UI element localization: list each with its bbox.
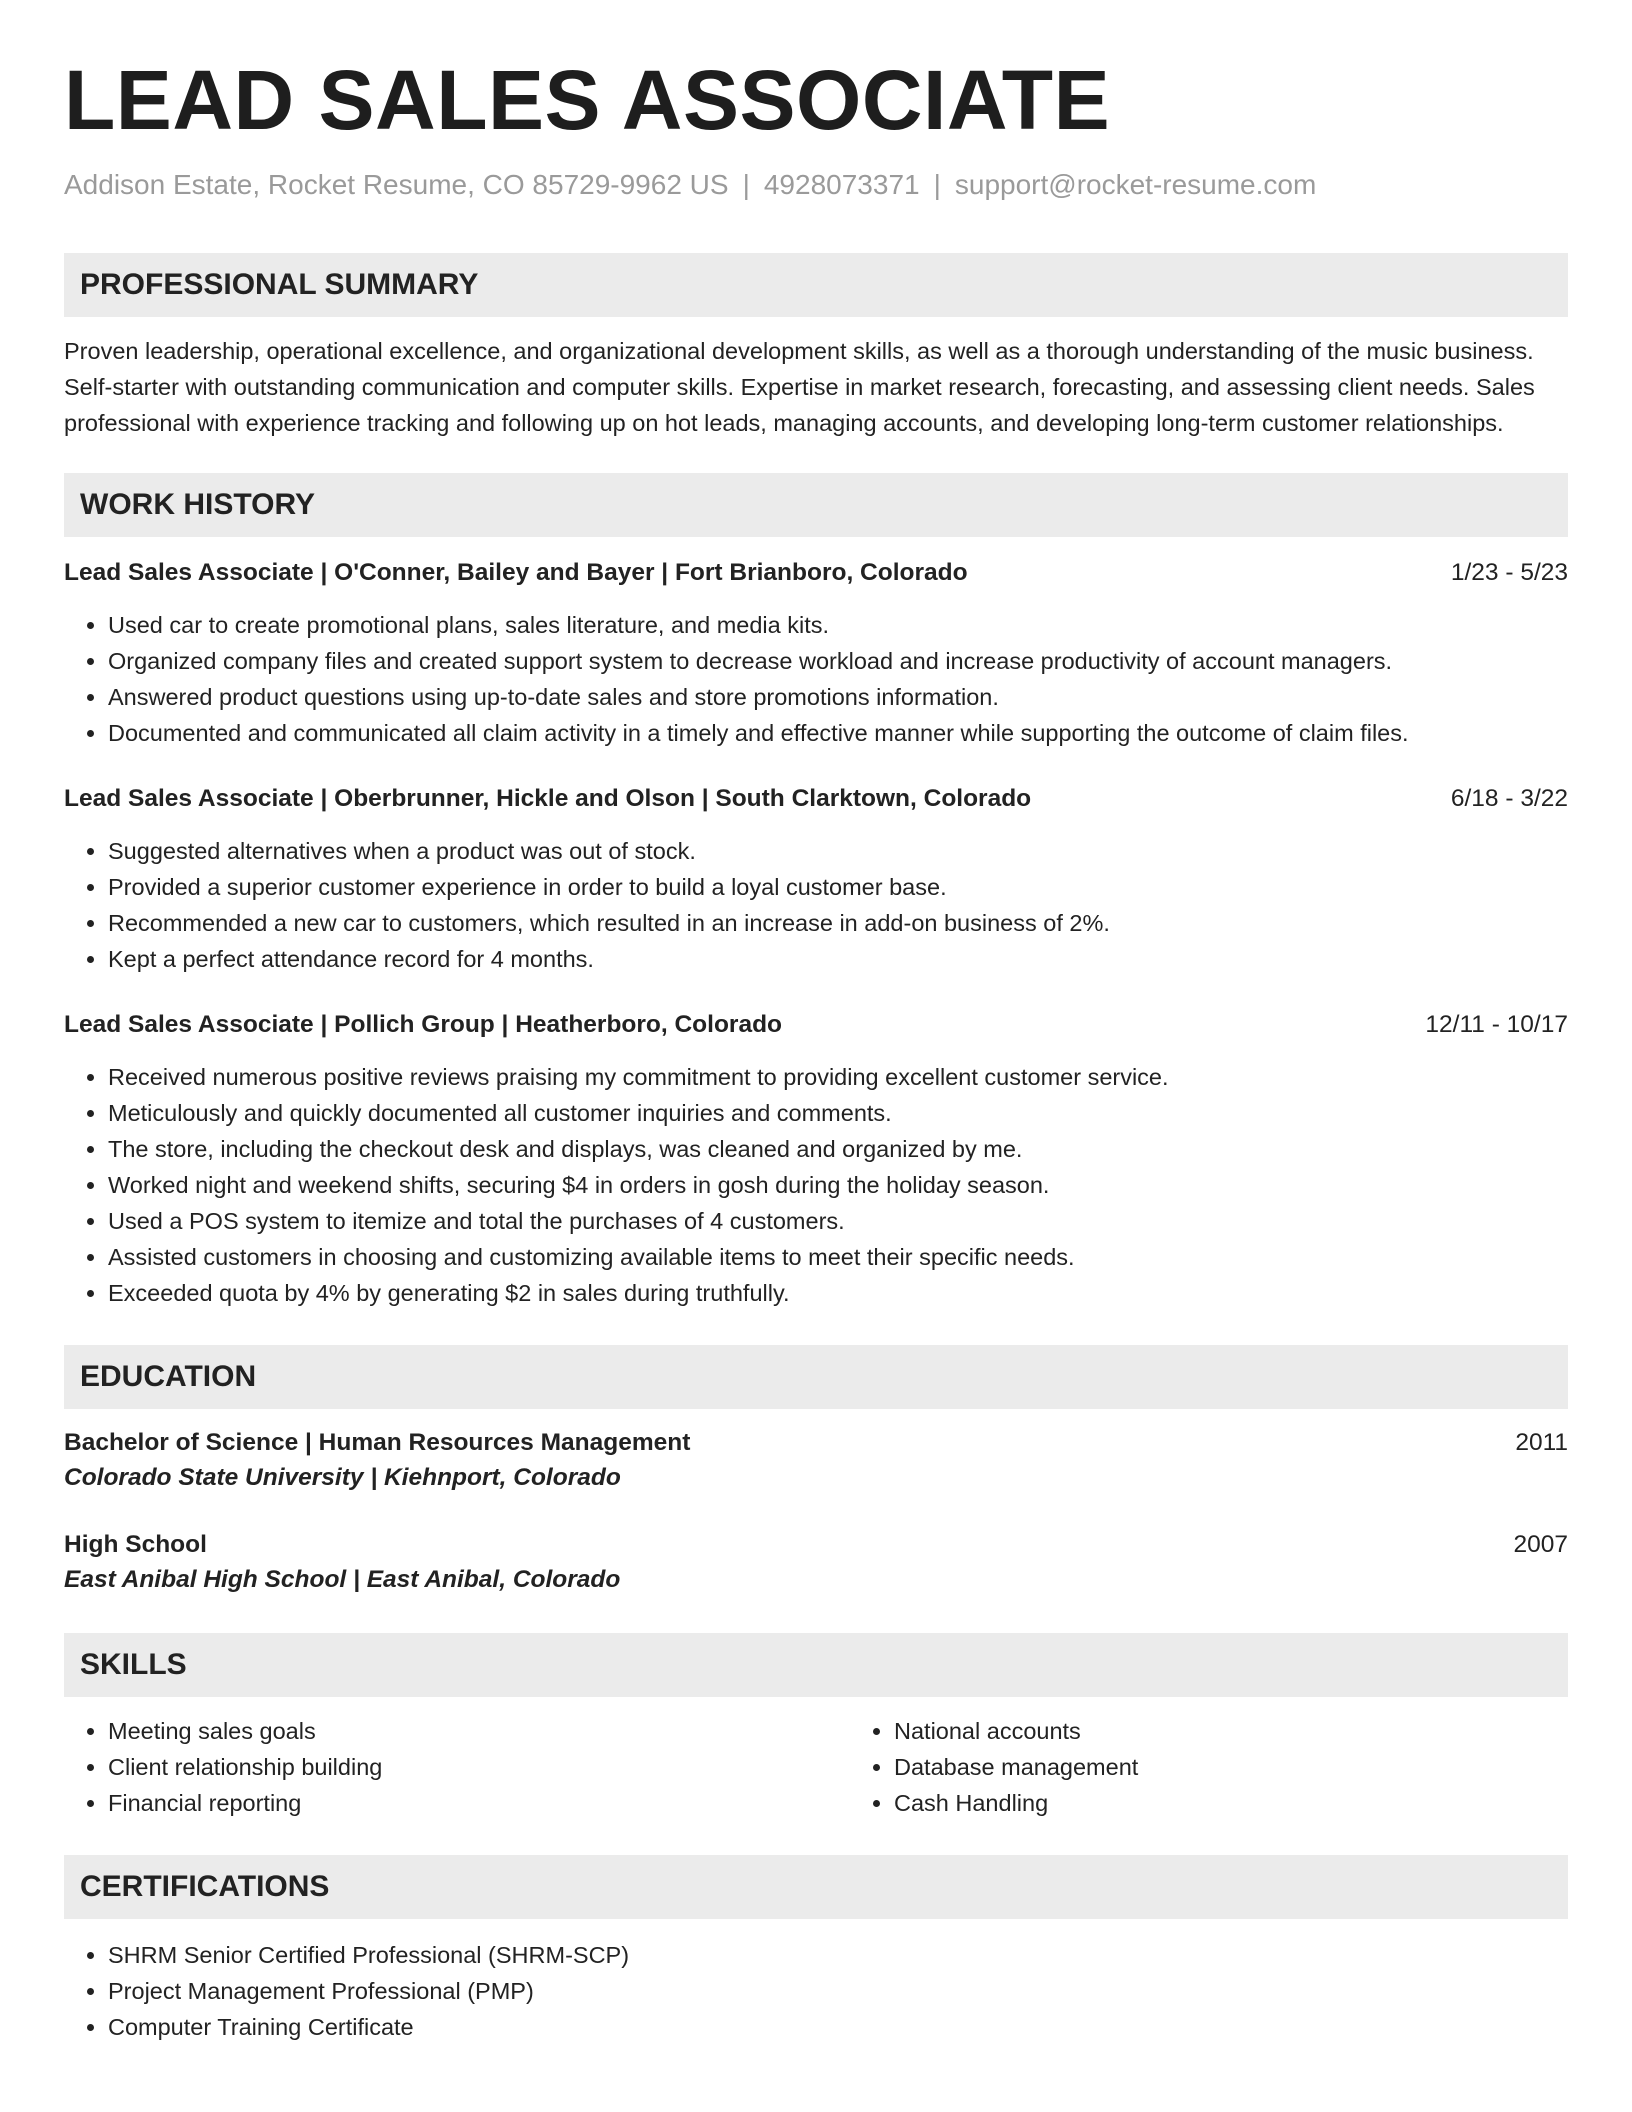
education-school: Colorado State University | Kiehnport, Colorado <box>64 1463 621 1491</box>
contact-address: Addison Estate, Rocket Resume, CO 85729-9962 US <box>64 169 729 200</box>
section-header-summary: PROFESSIONAL SUMMARY <box>64 253 1568 317</box>
skill-item: • Database management <box>894 1749 1632 1785</box>
job-bullet: • Meticulously and quickly documented all customer inquiries and comments. <box>108 1095 1568 1131</box>
certification-item: • Computer Training Certificate <box>108 2009 1568 2045</box>
job-bullet: • Used a POS system to itemize and total the purchases of 4 customers. <box>108 1203 1568 1239</box>
job-bullet: • Assisted customers in choosing and customizing available items to meet their specific needs. <box>108 1239 1568 1275</box>
job-bullets <box>64 607 1568 751</box>
contact-email: support@rocket-resume.com <box>954 169 1317 200</box>
certification-item: • Project Management Professional (PMP) <box>108 1973 1568 2009</box>
certifications-list <box>64 1937 1568 2045</box>
education-header <box>64 1529 1568 1561</box>
education-degree: Bachelor of Science | Human Resources Management <box>64 1428 691 1456</box>
skills-column-right <box>850 1713 1632 1821</box>
job-title: Lead Sales Associate | Pollich Group | Heatherboro, Colorado <box>64 1010 783 1038</box>
skill-item: • National accounts <box>894 1713 1632 1749</box>
job-header <box>64 783 1568 815</box>
skills-column-left <box>64 1713 850 1821</box>
job-entry <box>64 783 1568 977</box>
job-title: Lead Sales Associate | O'Conner, Bailey and Bayer | Fort Brianboro, Colorado <box>64 558 968 586</box>
job-entry <box>64 1009 1568 1311</box>
education-entry <box>64 1427 1568 1497</box>
skills-grid <box>64 1713 1568 1821</box>
job-bullet: • Used car to create promotional plans, sales literature, and media kits. <box>108 607 1568 643</box>
job-bullet: • Received numerous positive reviews praising my commitment to providing excellent customer service. <box>108 1059 1568 1095</box>
contact-phone: 4928073371 <box>763 169 920 200</box>
job-header <box>64 557 1568 589</box>
job-dates: 1/23 - 5/23 <box>1450 558 1568 586</box>
job-bullet: • Exceeded quota by 4% by generating $2 in sales during truthfully. <box>108 1275 1568 1311</box>
section-header-education: EDUCATION <box>64 1345 1568 1409</box>
education-year: 2011 <box>1515 1428 1568 1456</box>
job-entry <box>64 557 1568 751</box>
education-entry <box>64 1529 1568 1599</box>
contact-separator: | <box>742 169 750 200</box>
contact-separator: | <box>933 169 941 200</box>
job-bullets <box>64 833 1568 977</box>
section-header-work-history: WORK HISTORY <box>64 473 1568 537</box>
job-bullet: • Worked night and weekend shifts, securing $4 in orders in gosh during the holiday season. <box>108 1167 1568 1203</box>
skill-item: • Financial reporting <box>108 1785 850 1821</box>
skill-item: • Cash Handling <box>894 1785 1632 1821</box>
job-header <box>64 1009 1568 1041</box>
job-title: Lead Sales Associate | Oberbrunner, Hickle and Olson | South Clarktown, Colorado <box>64 784 1032 812</box>
job-bullet: • Organized company files and created support system to decrease workload and increase productivity of account managers. <box>108 643 1568 679</box>
job-bullet: • Suggested alternatives when a product was out of stock. <box>108 833 1568 869</box>
job-bullet: • Documented and communicated all claim activity in a timely and effective manner while supporting the outcome of claim files. <box>108 715 1568 751</box>
job-bullets <box>64 1059 1568 1311</box>
education-year: 2007 <box>1513 1530 1568 1558</box>
section-header-certifications: CERTIFICATIONS <box>64 1855 1568 1919</box>
job-dates: 12/11 - 10/17 <box>1425 1010 1568 1038</box>
skill-item: • Client relationship building <box>108 1749 850 1785</box>
job-bullet: • Kept a perfect attendance record for 4 months. <box>108 941 1568 977</box>
resume-title: LEAD SALES ASSOCIATE <box>64 53 1111 147</box>
section-header-skills: SKILLS <box>64 1633 1568 1697</box>
job-bullet: • The store, including the checkout desk and displays, was cleaned and organized by me. <box>108 1131 1568 1167</box>
contact-line <box>64 168 1568 202</box>
skill-item: • Meeting sales goals <box>108 1713 850 1749</box>
job-bullet: • Answered product questions using up-to-date sales and store promotions information. <box>108 679 1568 715</box>
job-bullet: • Provided a superior customer experience in order to build a loyal customer base. <box>108 869 1568 905</box>
job-bullet: • Recommended a new car to customers, which resulted in an increase in add-on business of 2%. <box>108 905 1568 941</box>
education-school: East Anibal High School | East Anibal, Colorado <box>64 1565 621 1593</box>
certification-item: • SHRM Senior Certified Professional (SHRM-SCP) <box>108 1937 1568 1973</box>
education-degree: High School <box>64 1530 207 1558</box>
summary-text: Proven leadership, operational excellence, and organizational development skills, as well as a thorough understanding of the music business. Self-starter with outstanding communication and computer skills. Expertise in market research, forecasting, and assessing client needs. Sales professional with experience tracking and following up on hot leads, managing accounts, and developing long-term customer relationships. <box>64 337 1535 436</box>
job-dates: 6/18 - 3/22 <box>1450 784 1568 812</box>
education-header <box>64 1427 1568 1459</box>
